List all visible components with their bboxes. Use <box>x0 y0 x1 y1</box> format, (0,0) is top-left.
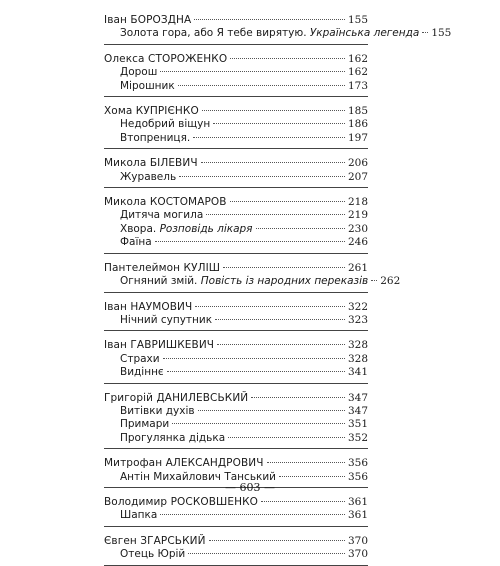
work-page-number: 219 <box>347 209 368 222</box>
work-subtitle: Повість із народних переказів <box>200 275 369 288</box>
work-page-number: 323 <box>347 313 368 326</box>
work-page-number: 351 <box>347 418 368 431</box>
work-entry <box>104 236 368 249</box>
toc-section <box>104 14 452 45</box>
author-entry <box>104 262 368 275</box>
dot-leader <box>217 344 345 345</box>
dot-leader <box>371 280 377 281</box>
dot-leader <box>279 476 345 477</box>
author-name: Микола КОСТОМАРОВ <box>104 196 227 209</box>
dot-leader <box>188 553 345 554</box>
work-title-wrap <box>104 548 185 561</box>
work-page-number: 361 <box>347 509 368 522</box>
work-title: Золота гора, або Я тебе вирятую. <box>120 27 307 40</box>
work-title-wrap <box>104 223 253 236</box>
work-entry <box>104 66 368 79</box>
work-title-wrap <box>104 432 225 445</box>
work-title-wrap <box>104 27 419 40</box>
work-title: Примари <box>120 418 170 431</box>
work-page-number: 347 <box>347 404 368 417</box>
toc-section <box>104 105 368 149</box>
dot-leader <box>261 501 345 502</box>
dot-leader <box>179 176 345 177</box>
work-title: Отець Юрій <box>120 548 186 561</box>
author-name: Євген ЗГАРСЬКИЙ <box>104 534 206 547</box>
author-name: Володимир РОСКОВШЕНКО <box>104 495 259 508</box>
author-entry <box>104 105 368 118</box>
author-entry <box>104 457 368 470</box>
author-entry <box>104 53 368 66</box>
dot-leader <box>160 514 345 515</box>
work-title-wrap <box>104 80 175 93</box>
work-title: Витівки духів <box>120 404 195 417</box>
author-entry <box>104 301 368 314</box>
author-name: Пантелеймон КУЛІШ <box>104 261 221 274</box>
work-page-number: 328 <box>347 352 368 365</box>
work-title-wrap <box>104 314 212 327</box>
dot-leader <box>223 267 345 268</box>
work-title: Видіннє <box>120 366 164 379</box>
work-page-number: 155 <box>431 27 452 40</box>
dot-leader <box>206 214 345 215</box>
author-entry <box>104 157 368 170</box>
author-name: Хома КУПРІЄНКО <box>104 105 199 118</box>
author-entry <box>104 392 368 405</box>
dot-leader <box>178 85 345 86</box>
author-page-number: 322 <box>347 300 368 313</box>
author-entry <box>104 496 368 509</box>
toc-section <box>104 301 368 332</box>
work-title: Хвора. <box>120 222 157 235</box>
author-name: Микола БІЛЕВИЧ <box>104 157 198 170</box>
work-entry <box>104 509 368 522</box>
work-title: Шапка <box>120 509 158 522</box>
dot-leader <box>228 437 345 438</box>
work-title: Нічний супутник <box>120 313 213 326</box>
dot-leader <box>213 123 345 124</box>
dot-leader <box>215 319 345 320</box>
dot-leader <box>155 241 345 242</box>
page-number: — 603 — <box>225 481 275 494</box>
toc-section <box>104 53 368 97</box>
work-page-number: 262 <box>380 275 401 288</box>
work-title-wrap <box>104 66 157 79</box>
author-page-number: 218 <box>347 196 368 209</box>
work-title-wrap <box>104 171 176 184</box>
work-title: Втопрениця. <box>120 131 191 144</box>
author-entry <box>104 535 368 548</box>
author-page-number: 347 <box>347 391 368 404</box>
work-title: Антін Михайлович Танський <box>120 470 276 483</box>
work-title-wrap <box>104 275 368 288</box>
work-page-number: 197 <box>347 131 368 144</box>
author-page-number: 356 <box>347 457 368 470</box>
toc-section <box>104 196 368 254</box>
work-page-number: 162 <box>347 66 368 79</box>
work-subtitle: Українська легенда <box>309 27 420 40</box>
work-title: Прогулянка дідька <box>120 431 226 444</box>
work-entry <box>104 223 368 236</box>
toc-section <box>104 535 368 566</box>
toc-section <box>104 339 368 383</box>
dot-leader <box>193 137 345 138</box>
work-entry <box>104 418 368 431</box>
author-entry <box>104 339 368 352</box>
dot-leader <box>163 358 345 359</box>
work-title-wrap <box>104 405 195 418</box>
work-entry <box>104 209 368 222</box>
toc-section <box>104 392 368 450</box>
author-name: Іван ГАВРИШКЕВИЧ <box>104 339 215 352</box>
work-title: Мірошник <box>120 79 175 92</box>
author-name: Іван НАУМОВИЧ <box>104 300 193 313</box>
work-entry <box>104 132 368 145</box>
work-title: Огняний змій. <box>120 275 198 288</box>
dot-leader <box>195 306 345 307</box>
work-page-number: 246 <box>347 236 368 249</box>
dot-leader <box>160 71 345 72</box>
dot-leader <box>230 201 345 202</box>
work-entry <box>104 275 401 288</box>
author-name: Григорій ДАНИЛЕВСЬКИЙ <box>104 391 249 404</box>
work-entry <box>104 171 368 184</box>
dot-leader <box>202 110 345 111</box>
work-title-wrap <box>104 418 169 431</box>
author-page-number: 361 <box>347 495 368 508</box>
dot-leader <box>230 58 345 59</box>
work-page-number: 370 <box>347 548 368 561</box>
work-entry <box>104 80 368 93</box>
work-page-number: 356 <box>347 470 368 483</box>
work-title-wrap <box>104 509 157 522</box>
work-title-wrap <box>104 353 160 366</box>
dot-leader <box>167 371 345 372</box>
toc-section <box>104 157 368 188</box>
dot-leader <box>198 410 345 411</box>
work-title-wrap <box>104 236 152 249</box>
work-title-wrap <box>104 366 164 379</box>
author-page-number: 328 <box>347 339 368 352</box>
author-page-number: 261 <box>347 261 368 274</box>
author-page-number: 185 <box>347 105 368 118</box>
dot-leader <box>422 32 428 33</box>
work-title: Журавель <box>120 170 177 183</box>
work-page-number: 352 <box>347 431 368 444</box>
author-page-number: 155 <box>347 14 368 26</box>
author-name: Іван БОРОЗДНА <box>104 14 192 26</box>
work-title-wrap <box>104 132 190 145</box>
work-entry <box>104 314 368 327</box>
work-title: Дорош <box>120 66 158 79</box>
author-page-number: 162 <box>347 52 368 65</box>
dot-leader <box>256 228 345 229</box>
work-title-wrap <box>104 209 203 222</box>
dot-leader <box>194 19 345 20</box>
work-title: Недобрий віщун <box>120 118 211 131</box>
work-entry <box>104 27 452 40</box>
work-entry <box>104 353 368 366</box>
work-page-number: 207 <box>347 170 368 183</box>
work-title: Фаїна <box>120 236 152 249</box>
work-entry <box>104 432 368 445</box>
work-title: Страхи <box>120 352 160 365</box>
toc-section <box>104 261 401 293</box>
work-page-number: 186 <box>347 118 368 131</box>
work-entry <box>104 405 368 418</box>
work-title-wrap <box>104 118 210 131</box>
dot-leader <box>209 540 345 541</box>
dot-leader <box>251 397 345 398</box>
work-title: Дитяча могила <box>120 209 204 222</box>
work-entry <box>104 548 368 561</box>
toc-section <box>104 496 368 527</box>
work-page-number: 341 <box>347 366 368 379</box>
work-page-number: 173 <box>347 79 368 92</box>
dot-leader <box>172 423 345 424</box>
author-entry <box>104 196 368 209</box>
author-page-number: 370 <box>347 534 368 547</box>
work-subtitle: Розповідь лікаря <box>159 222 253 235</box>
author-entry <box>104 14 368 27</box>
dot-leader <box>201 162 345 163</box>
dot-leader <box>267 462 345 463</box>
work-page-number: 230 <box>347 222 368 235</box>
author-page-number: 206 <box>347 157 368 170</box>
author-name: Олекса СТОРОЖЕНКО <box>104 52 228 65</box>
author-name: Митрофан АЛЕКСАНДРОВИЧ <box>104 457 264 470</box>
work-entry <box>104 118 368 131</box>
work-entry <box>104 366 368 379</box>
